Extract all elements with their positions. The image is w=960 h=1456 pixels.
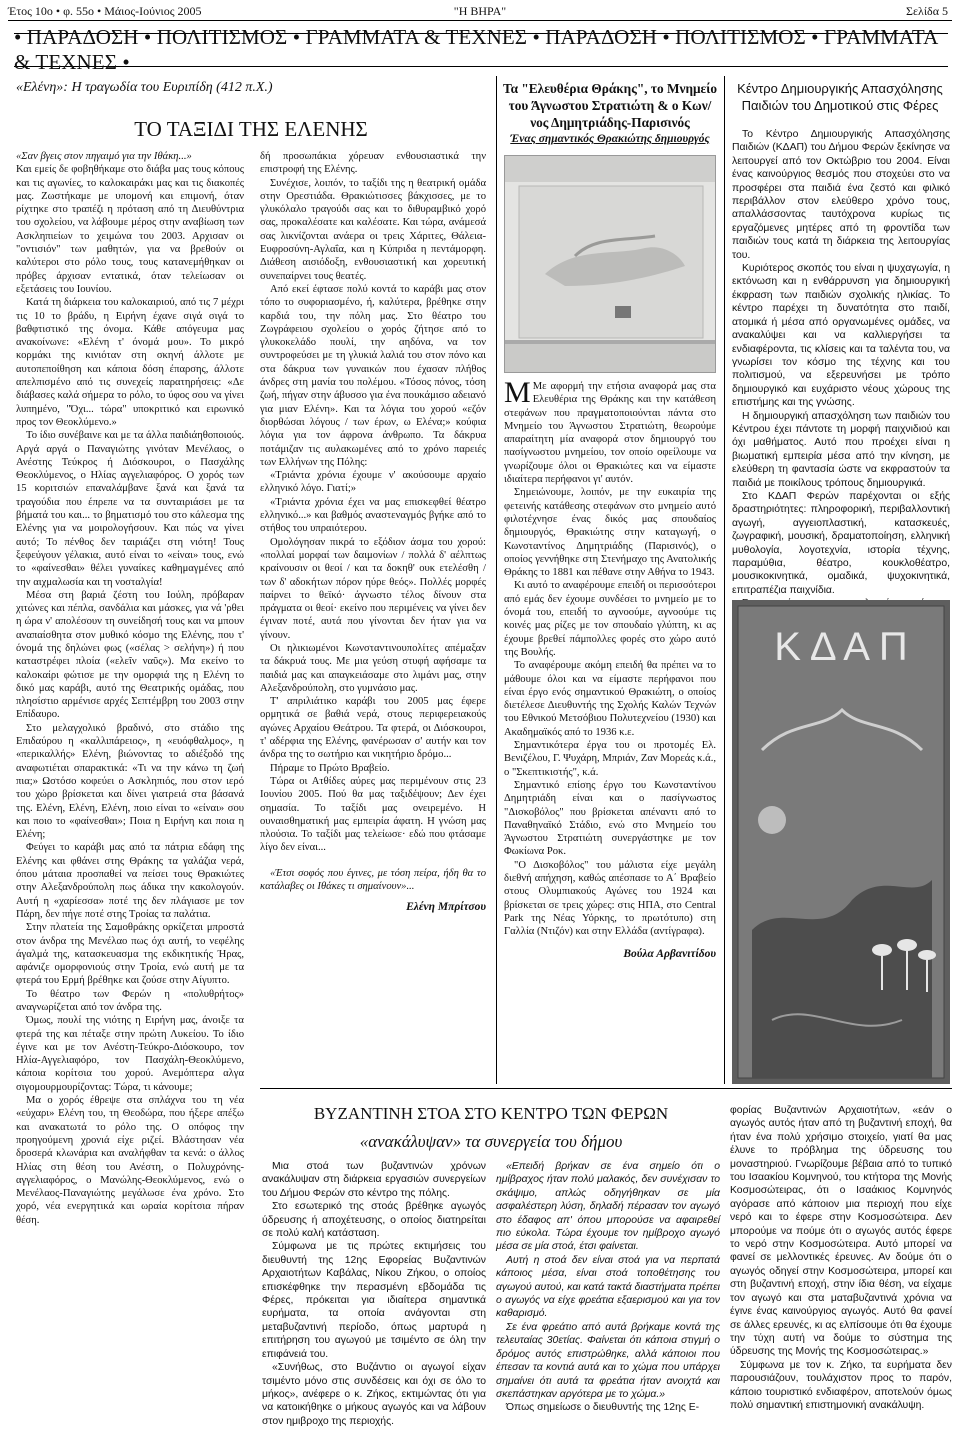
article1-col2-paragraph: Τώρα οι Ατθίδες αύρες μας περιμένουν στις 23 Ιουνίου 2005. Πού θα μας ταξιδέψουν; Δεν έχει σημασία. Το ταξίδι μας ονειρεμένο. Η ουναισθηματική μας εμπειρία άφατη. Η γνώση μας πλούσια. Το ταξίδι μας τελείωσε· εδώ που φτάσαμε λίγο δεν είναι... [260, 775, 486, 854]
article1-col2-paragraph: δή προσωπάκια χόρευαν ενθουσιαστικά την επιστροφή της Ελένης. [260, 151, 486, 176]
kdap-poster [732, 600, 950, 1084]
article1-col1-epigraph: «Σαν βγεις στον πηγαιμό για την Ιθάκη...» [16, 151, 192, 162]
article2-paragraph: Σημαντικό επίσης έργο του Κωνσταντίνου Δημητριάδη είναι και ο πασίγνωστος "Δισκοβόλος" που βρίσκεται απέναντι από το Παναθηναϊκό Στάδιο, ενώ στο Μνημείο του Άγνωστου Στρατιώτη συνεργάστηκε με τον Φωκίωνα Ροκ. [504, 779, 716, 858]
article4-col1-paragraph: Στο εσωτερικό της στοάς βρέθηκε αγωγός ύδρευσης ή αποχέτευσης, ο οποίος διατηρείται σε πολύ καλή κατάσταση. [262, 1201, 486, 1240]
article3-body [732, 128, 950, 611]
article2-paragraph-text: Με αφορμή την ετήσια αναφορά μας στα Ελευθέρια της Θράκης και την κατάθεση στεφάνων που πραγματοποιούνται πάντα στο Μνημείο του Άγνωστου Στρατιώτη, θεωρούμε απαραίτητη μία αναφορά στον δημιουργό του πασίγνωστου μνημείου, τον οποίο οφείλουμε να γνωρίζουμε όλοι οι Θρακιώτες και να είμαστε ιδιαίτερα περήφανοι γι' αυτόν. [504, 381, 716, 486]
article1-col1-paragraph: Το ίδιο συνέβαινε και με τα άλλα παιδιάηθοποιούς. Αργά αργά ο Παναγιώτης γινόταν Μενέλαος, ο Ανέστης Τεύκρος ή Διόσκουροι, ο Πασχάλης Θεοκλύμενος, ο Ηλίας αγγελιαφόρος. Ο χορός των 15 κοριτσιών επαναλάμβανε ξανά και ξανά τα τραγούδια που έπρεπε να τα συνταιριάσει με τα βήματά του και... το βηματισμό του στο κάλεσμα της Ελένης για να μοιρολογήσουν. Και πώς να γίνει αυτό; Το πένθος δεν ταιριάζει στη νιότη! Τους ξεφεύγουν γέλακια, αυτό είναι το «είναι» τους, ενώ το «φαίνεσθαι» θέλει γυναίκες καθημαγμένες από την αιχμαλωσία και τη νοσταλγία! [16, 430, 244, 588]
monument-photo [504, 155, 716, 373]
article1-col1-paragraph: Όμως, πουλί της νιότης η Ειρήνη μας, άνοιξε τα φτερά της και πέταξε στην πρώτη Λυκείου. Το ίδιο έγινε και με τον Ανέστη-Τεύκρο-Διόσκουρο, τον Ηλία-Αγγελιαφόρο, τον Πασχάλη-Θεοκλύμενο, κάποια κορίτσια του χορού. Ανεμόπτερα αλγα σιγομουρμουρίζοντας: Τώρα, τι κάνουμε; [16, 1015, 244, 1093]
column-rule [496, 76, 497, 1084]
page-number: Σελίδα 5 [905, 4, 948, 18]
article1-col2-paragraph: Ομολόγησαν πικρά το εξόδιον άσμα του χορού: «πολλαί μορφαί των δαιμονίων / πολλά δ' αέλπτως κραίνουσιν οι θεοί / και τα δοκηθ' ουκ ετελέσθη / των δ' αδοκήτων πόρον ηύρε θεός». Πολλές μορφές παίρνει το θεϊκό· άγνωστο τέλος δίνουν στα πράγματα οι θεοί· εκείνο που περιμένεις να γίνει δεν έγιναν ποτέ, αυτά που γίνονται δεν ήταν για να γίνουν. [260, 536, 486, 641]
article1-col2-paragraph: «Τριάντα χρόνια έχει να μας επισκεφθεί θέατρο ελληνικό...» και βαθμός αναστεναγμός βγήκε από το στήθος του υπραιότερου. [260, 496, 486, 535]
article4-column1 [262, 1160, 486, 1428]
article4-col1-paragraph: Σύμφωνα με τις πρώτες εκτιμήσεις του διευθυντή της 12ης Εφορείας Βυζαντινών Αρχαιοτήτων Καβάλας, Νίκου Ζήκου, ο οποίος επισκέφθηκε την περασμένη εβδομάδα τις Φέρες, πρόκειται για ιδιαίτερα σημαντικά ευρήματα, τα οποία ανάγονται στη μεταβυζαντινή περίοδο, όπως μαρτυρά η επιτήρηση του αγωγού με τσιμέντο σε όλη την επιφάνειά του. [262, 1241, 486, 1360]
article3-paragraph: Η δημιουργική απασχόληση των παιδιών του Κέντρου έχει πάντοτε τη μορφή παιχνιδιού και όχι μαθήματος. Αυτό που προέχει είναι η βιωματική εμπειρία μέσα από την κίνηση, με ελεύθερη τη φαντασία ώστε να εκφραστούν τα παιδιά με ποικίλους τρόπους δημιουργικά. [732, 410, 950, 489]
article2-paragraph: "Ο Δισκοβόλος" του μάλιστα είχε μεγάλη διεθνή απήχηση, καθώς απέσπασε το Α΄ Βραβείο στους Ολυμπιακούς Αγώνες του 1924 και βρίσκεται σε τρεις χώρες: στις ΗΠΑ, στο Central Park της Νέας Υόρκης, το πρωτότυπο) στη Γαλλία (Ντιζόν) και στην Ελλάδα (αντίγραφα). [504, 859, 716, 938]
kdap-poster-image [732, 600, 950, 1084]
article1-col1-paragraph: Στην πλατεία της Σαμοθράκης ορκίζεται μπροστά στον άνδρα της Μενέλαο πως όχι αυτή, το νεφέλης άγαλμά της, κατασκευασμα της εκδικητικής Ήρας, αφάνιζε ομορφονιούς στην Τροία, ενώ αυτή με τα φτερά του Ερμή βρέθηκε και ζούσε στην Αίγυπτο. [16, 922, 244, 987]
article4-col2-paragraph: Όπως σημείωσε ο διευθυντής της 12ης Ε- [506, 1402, 700, 1414]
article4-title: ΒΥΖΑΝΤΙΝΗ ΣΤΟΑ ΣΤΟ ΚΕΝΤΡΟ ΤΩΝ ΦΕΡΩΝ [313, 1104, 669, 1123]
article1-kicker: «Ελένη»: Η τραγωδία του Ευριπίδη (412 π.Χ.) [16, 80, 273, 95]
article1-col1-paragraph: Φεύγει το καράβι μας από τα πάτρια εδάφη της Ελένης και φθάνει στης Θράκης τα γαλάζια νερά, όπου μάταια προσπαθεί να πείσει τους Θρακιώτες στην Αλεξανδρούπολη πως άδικα την κακολογούν. Αυτή η «χαρίεσσα» ποτέ της δεν πλάγιασε με τον Πάρη, δεν πήγε ποτέ στης Τροίας τα παλάτια. [16, 842, 244, 920]
article4-col3-paragraph: φορίας Βυζαντινών Αρχαιοτήτων, «εάν ο αγωγός αυτός ήταν από τη βυζαντινή εποχή, θα ήταν ένα πολύ χρήσιμο στοιχείο, γιατί θα μας έλυνε το πρόβλημα της ύδρευσης του μοναστηριού. Γνωρίζουμε βέβαια από το τυπικό του Ισαακίου Κομνηνού, του κτήτορα της Μονής Κοσμοσώτειρας, ότι ο Ισαάκιος Κομνηνός αγόρασε από κάποιον μια περιοχή που είχε νερό και το έφερε στην Κοσμοσώτειρα. Δεν μπορούμε να πούμε ότι ο αγωγός αυτός έφερε το νερό στην Κοσμοσώτειρα. Αυτό μπορεί να φανεί σε μελλοντικές έρευνες. Αν δούμε ότι ο αγωγός οδηγεί στην Κοσμοσώτειρα, μπορεί και στη βυζαντινή εποχή, στην ίδια θέση, να είχαμε τον αγωγό και στα ματαβυζαντινά χρόνια να έγινε ένας καινούργιος αγωγός. Αυτό θα φανεί σε άλλες ερευνές, κι ας ελπίσουμε ότι θα έχουμε την τύχη αυτή να δούμε το σύστημα της ύδρευσης της Μονής της Κοσμοσώτειρας.» [730, 1105, 952, 1358]
article1-column1 [16, 150, 244, 1227]
article1-col1-paragraph: Και εμείς δε φοβηθήκαμε στο διάβα μας τους κόπους και τις αγωνίες, το καλοκαιράκι μας και τις διακοπές μας. Ζωστήκαμε με υπομονή και επιμονή, όταν ρίχτηκε στο τραπέζι η πρόταση από τη Διευθύντρια του σχολείου, να λάβουμε μέρος στην αναβίωση των Ασκληπιείων το χειμώνα του 2003. Αρχισαν οι "οντισιόν" των μαθητών, για να βρεθούν οι καλύτεροι στο ρόλο τους, τους κατανεμήθηκαν οι πρόβες άρχισαν εντατικά, όταν τελείωσαν οι εξετάσεις του Ιουνίου. [16, 164, 244, 295]
article1-closing-quote: «Έτσι σοφός που έγινες, με τόση πείρα, ήδη θα το κατάλαβες οι Ιθάκες τι σημαίνουν»... [260, 867, 486, 893]
article4-subtitle: «ανακάλυψαν» τα συνεργεία του δήμου [359, 1132, 623, 1151]
article4-col3-paragraph: Σύμφωνα με τον κ. Ζήκο, τα ευρήματα δεν παρουσιάζουν, τουλάχιστον προς το παρόν, κάποιο τουριστικό ενδιαφέρον, αποτελούν όμως πολύ σημαντική επιστημονική ανακάλυψη. [730, 1359, 952, 1411]
article1-col1-paragraph: Στο μελαγχολικό βραδινό, στο στάδιο της Επιδαύρου η «καλλιπάρειος», η «ευόφθαλμος», η «περικαλλής» Ελένη, βιώνοντας το αδιέξοδό της αναφωτιέται σπαρακτικά: «Τι να την κάνω τη ζωή πια;» Ωστόσο κοφεύει ο Ασκληπιός, που στον ιερό του χώρο βρίσκεται και δίνει γιατρειά στα βάσανά της. Ελένη, Ελένη, Ελένη, ποιο είναι το «είναι» σου και ποιο το «φαίνεσθαι»; Ποια η Ειρήνη και ποια η Ελένη; [16, 722, 244, 841]
article1-col2-paragraph: Συνέχισε, λοιπόν, το ταξίδι της η θεατρική ομάδα στην Ορεστιάδα. Θρακιώτισσες βάκχισσες, με το γλυκόλαλο τραγούδι σας και το διθυραμβικό χορό σας, προκαλέσατε και καλέσατε. Και τώρα, ανάμεσά σας λικνίζονται ανάερα οι τρεις Χάριτες, Θάλεια-Ευφροσύνη-Αγλαΐα, και η Κύπριδα η πεντάμορφη. Διάθεση αισιόδοξη, ενθουσιαστική και χορευτική συνεπαίρνει τους θεατές. [260, 177, 486, 282]
article2-paragraph: Σημειώνουμε, λοιπόν, με την ευκαιρία της φετεινής κατάθεσης στεφάνων στο μνημείο αυτό φιλοτέχνησε ένας δικός μας σπουδαίος δημιουργός, Θρακιώτης στην καταγωγή, ο Κωνσταντίνος Δημητριάδης (Παρισινός), ο οποίος γεννήθηκε στη Στενήμαχο της Ανατολικής Θράκης το 1881 και πέθανε στην Αθήνα το 1943. [504, 487, 716, 579]
article1-col2-paragraph: Από εκεί έφτασε πολύ κοντά το καράβι μας στον τόπο το συφοριασμένο, ή, καλύτερα, βρέθηκε στην καρδιά του, την πόλη μας. Στο θέατρο του Ζωγράφειου σχολείου ο χορός ζήτησε από το γλυκοκελάδο πουλί, την αηδόνα, να τον συντροφεύσει με τη γλυκιά λαλιά του στον πόνο και στα δάκρυα των γυναικών που έχασαν πλήθος άνδρες στη μανία του πολέμου. «Τόσος πόνος, τόση ζωή, πήγαν στην άβυσσο για ένα πουκάμισο αδειανό για μιαν Ελένη». Και τα λόγια του χορού «εζόν διορθώσαι λόγους / των έρων, ω Ελένα;» κούφια λόγια για τον άφρονα άνθρωπο. Τα δάκρυα ποτάμιζαν τις αυλακωμένες από το χρόνο παρειές των Ελλήνων της Πόλης: [260, 283, 486, 468]
section-banner: • ΠΑΡΑΔΟΣΗ • ΠΟΛΙΤΙΣΜΟΣ • ΓΡΑΜΜΑΤΑ & ΤΕΧΝΕΣ • ΠΑΡΑΔΟΣΗ • ΠΟΛΙΤΙΣΜΟΣ • ΓΡΑΜΜΑΤΑ & ΤΕΧΝΕΣ • [14, 33, 948, 67]
article1-col2-paragraph: «Τριάντα χρόνια έχουμε ν' ακούσουμε αρχαίο ελληνικό λόγο. Γιατί;» [260, 470, 486, 495]
article2-body [504, 376, 716, 962]
article1-column2 [260, 150, 486, 915]
article4-col1-paragraph: Μια στοά των βυζαντινών χρόνων ανακάλυψαν στη διάρκεια εργασιών συνεργείων του Δήμου Φερών στο κέντρο της πόλης. [262, 1161, 486, 1199]
article2-paragraph: Σημαντικότερα έργα του οι προτομές Ελ. Βενιζέλου, Γ. Ψυχάρη, Μπριάν, Ζαν Μορεάς κ.ά., ο "Σκεπτικιστής", κ.ά. [504, 740, 716, 778]
poster-title: Κ Δ Α Π [774, 625, 908, 669]
article3-title: Κέντρο Δημιουργικής Απασχόλησης Παιδιών του Δημοτικού στις Φέρες [737, 81, 943, 113]
dropcap: Μ [504, 376, 531, 409]
article4-col1-paragraph: «Συνήθως, στο Βυζάντιο οι αγωγοί είχαν τσιμέντο μόνο στις συνδέσεις και όχι σε όλο το μήκος», ανέφερε ο κ. Ζήκος, εκτιμώντας ότι για να κατοικήθηκε ο μήκους αγωγός και να λάβουν στον ημιβροχο της περιοχής. [262, 1362, 486, 1427]
article2-paragraph: Το αναφέρουμε ακόμη επειδή θα πρέπει να το μάθουμε όλοι και να είμαστε περήφανοι που είναι έργο ενός σημαντικού Θρακιώτη, ο οποίος διετέλεσε Διευθυντής της Σχολής Καλών Τεχνών του Εθνικού Μετσόβιου Πολυτεχνείου (1930) και Ακαδημαϊκός από το 1936 κ.ε. [504, 660, 716, 738]
section-rule [260, 1088, 952, 1089]
article2-title: Τα "Ελευθέρια Θράκης", το Μνημείο του Άγνωστου Στρατιώτη & ο Κων/νος Δημητριάδης-Παρισινός [503, 81, 717, 130]
article1-col2-paragraph: Τ' απριλιάτικο καράβι του 2005 μας έφερε ορμητικά σε βαθιά νερά, στους περιφερειακούς αγώνες Αρχαίου Θεάτρου. Τα φτερά, οι Διόσκουροι, τ' αδέρφια της Ελένης, φανέρωσαν σ' αυτήν και τον άνδρα της το σωτήριο και νικητήριο δρόμο... [260, 696, 486, 761]
article4-col2-paragraph: Σε ένα φρεάτιο από αυτά βρήκαμε κοντά της τελευταίας 30ετίας. Φαίνεται ότι κάποια στιγμή ο δρόμος αυτός επιστρώθηκε, αλλά κάποιοι που έπεσαν τα κοντιά αυτά και το χώμα που υπάρχει σημαίνει ότι αυτά τα φρεάτια ήταν ανοιχτά και σκεπάστηκαν αργότερα με το χώμα.» [496, 1321, 720, 1400]
article2-paragraph: Κι αυτό το αναφέρουμε επειδή οι περισσότεροι από εμάς δεν έχουμε συνδέσει το μνημείο με το όνομά του, επειδή το αγνοούμε, αγνοούμε τις κοινές μας ρίζες με τον σπουδαίο γλύπτη, κι ας έχουμε βρεθεί πάμπολλες φορές στο χώρο αυτό της Βουλής. [504, 580, 716, 658]
article1-author: Ελένη Μπρίτσου [406, 901, 486, 914]
article4-column2 [496, 1160, 720, 1415]
article2-paragraph [504, 376, 716, 486]
header-rule [8, 20, 952, 21]
article1-col1-paragraph: Μέσα στη βαριά ζέστη του Ιούλη, πρόβαραν χιτώνες και πέπλα, σανδάλια και μάσκες, για νά 'ρθει η ώρα ν' απολέσουν τη συνείδησή τους και να μπουν αναπαίσθητα στον μυθικό κόσμο της Ελένης, που τ' όνομά της δηλώνει φως («σέλας > σελήνη») ή που καταστρέφει πλοία («ελεῖν ναῦς»). Μα εκείνο το καλοκαίρι φώτισε με την ομορφιά της η Ελένη το δικό μας καράβι, αυτό της Θεατρικής ομάδας, που πλησίστιο αρμένισε αρχές Σεπτέμβρη του 2003 στην Επίδαυρο. [16, 589, 244, 721]
article2-author: Βούλα Αρβανιτίδου [623, 948, 716, 961]
article3-paragraph: Κυριότερος σκοπός του είναι η ψυχαγωγία, η εκτόνωση και η ενθάρρυνση για δημιουργική έκφραση των παιδιών σχολικής ηλικίας. Το κέντρο παρέχει τη δυνατότητα στο παιδί, ατομικά ή μέσα από οργανωμένες ομάδες, να ανακαλύψει και να καλλιεργήσει τα ενδιαφέροντα, τις κλίσεις και τα ταλέντα του, να γνωρίσει τον κόσμο της τέχνης και του πολιτισμού, να εξερευνήσει με τρόπο δημιουργικό και ευχάριστο νέους χώρους της επιστήμης και της γνώσης. [732, 263, 950, 409]
article4-column3 [730, 1104, 952, 1412]
article1-title: ΤΟ ΤΑΞΙΔΙ ΤΗΣ ΕΛΕΝΗΣ [134, 117, 368, 141]
article4-col2-paragraph: «Επειδή βρήκαν σε ένα σημείο ότι ο ημίβραχος ήταν πολύ μαλακός, δεν συνέχισαν το σκάψιμο, απλώς οδηγήθηκαν σε μία ασφαλέστερη λύση, δηλαδή πέρασαν τον αγωγό στο έδαφος απ' όπου μπορούσε να αφαιρεθεί πιο εύκολα. Τώρα έχουμε τον ημίβροχο αγωγό μέσα σε μία στοά, έτσι φαίνεται. [496, 1161, 720, 1253]
article3-paragraph: Το Κέντρο Δημιουργικής Απασχόλησης Παιδιών (ΚΔΑΠ) του Δήμου Φερών ξεκίνησε να λειτουργεί από τον Οκτώβριο του 2004. Είναι ένας καινούργιος θεσμός που στοχεύει στο να προσφέρει στα παιδιά ένα ζεστό και φιλικό περιβάλλον στον ελεύθερο χρόνο τους, απαλλάσσοντας ταυτόχρονα κυρίως τις εργαζόμενες μητέρες από τη φροντίδα των παιδιών τους κατά τη διάρκεια της λειτουργίας του. [732, 129, 950, 261]
monument-image [505, 156, 716, 373]
article1-col1-paragraph: Κατά τη διάρκεια του καλοκαιριού, από τις 7 μέχρι τις 10 το βράδυ, η Ειρήνη έχανε σιγά σιγά το βαθφτιστικό της όνομα. Κάθε απόγευμα μας ανακοίνωνε: «Ελένη τ' όνομά μου». Το μικρό κορμάκι της κινιόταν στη σκηνή άλλοτε με αυτοπεποίθηση και κάποια δόση έπαρσης, άλλοτε απελπισμένο από τις συνεχείς παρατηρήσεις: «Δε διάβασες καλά σήμερα το ρόλο, το ύφος σου να γίνει λυπημένο, "Όχι... τώρα" υποκριτικό και ειρωνικό προς τον Θεοκλύμενο.» [16, 297, 244, 428]
issue-info: Έτος 10ο • φ. 55ο • Μάιος-Ιούνιος 2005 [8, 4, 202, 18]
article4-col2-paragraph: Αυτή η στοά δεν είναι στοά για να περπατά κάποιος μέσα, είναι στοά τοποθέτησης του αγωγού αυτού, και κατά τακτά διαστήματα πρέπει ο αγωγός να είχε φρεάτια εξαερισμού και για τον καθαρισμό. [496, 1254, 720, 1320]
article1-col2-paragraph: Πήραμε το Πρώτο Βραβείο. [270, 762, 390, 774]
article2-subtitle: Ένας σημαντικός Θρακιώτης δημιουργός [510, 133, 710, 145]
column-rule [724, 76, 725, 1084]
article1-col1-paragraph: Το θέατρο των Φερών η «πολυθρήτος» αναγνωρίζεται από τον άνδρα της. [16, 988, 244, 1013]
article1-col1-paragraph: Μα ο χορός έθρεψε στα σπλάχνα του τη νέα «εύχαρι» Ελένη του, τη Θεοδώρα, που ήξερε απέξω και ανακατωτά το ρόλο της. Ο οπόφος την προηγούμενη χρονιά είχε ριζεί. Βλάστησαν νέα δροσερά κλωνάρια και αναλήφθαν τα κενά: ο άλλος Ηλίας στη θέση του Ανέστη, ο Πολυχρόνης-αγγελιαφόρος, ο Μανώλης-Θεοκλύμενος, ενώ ο Μενέλαος-Παναγιώτης μεγάλωσε ένα χρόνο. Στο χορό, νέα ενεργητικά και ωραία κορίτσια πήραν θέση. [16, 1095, 244, 1226]
article1-col2-paragraph: Οι ηλικιωμένοι Κωνσταντινουπολίτες απέμαξαν τα δάκρυά τους. Με μια γεύση στυφή αφήσαμε τα παιδιά μας και απαγκειάσαμε στο λιμάνι μας, στην Αλεξανδρούπολη, στο γυμνάσιο μας. [260, 642, 486, 694]
article3-paragraph: Στο ΚΔΑΠ Φερών παρέχονται οι εξής δραστηριότητες: πληροφορική, περιβαλλοντική αγωγή, αγγειοπλαστική, κατασκευές, ζωγραφική, μουσική, δραματοποίηση, ελληνική μυθολογία, λογοτεχνία, ιστορία τέχνης, παραμύθια, θέατρο, κουκλοθέατρο, μουσικοκινητικά, ομαδικά, ψυχοκινητικά, επιτραπέζια παιχνίδια. [732, 490, 950, 596]
newspaper-name: "Η ΒΗΡΑ" [453, 4, 507, 18]
